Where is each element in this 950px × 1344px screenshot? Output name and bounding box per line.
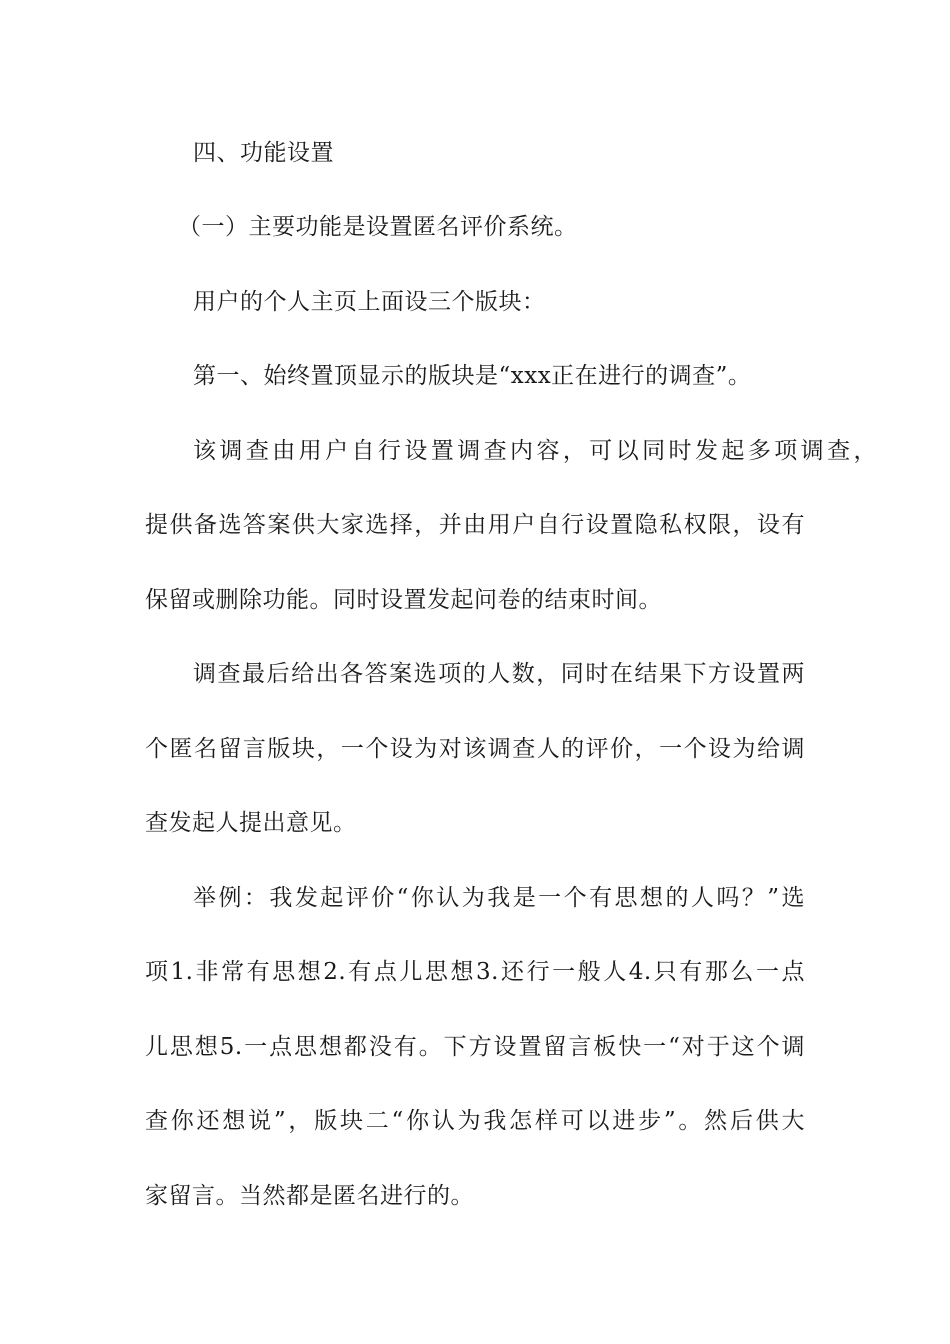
section-heading: 四、功能设置 xyxy=(193,140,334,166)
example-paragraph-line-5: 家留言。当然都是匿名进行的。 xyxy=(145,1183,474,1209)
survey-paragraph-line-3: 保留或删除功能。同时设置发起问卷的结束时间。 xyxy=(145,587,662,613)
intro-text: 用户的个人主页上面设三个版块： xyxy=(193,289,546,315)
example-paragraph-line-3: 儿思想5.一点思想都没有。下方设置留言板快一“对于这个调 xyxy=(145,1034,805,1060)
results-paragraph-line-3: 查发起人提出意见。 xyxy=(145,810,357,836)
example-paragraph-line-4: 查你还想说”，版块二“你认为我怎样可以进步”。然后供大 xyxy=(145,1108,805,1134)
point-one-text: 第一、始终置顶显示的版块是“xxx正在进行的调查”。 xyxy=(193,363,752,389)
survey-paragraph-line-2: 提供备选答案供大家选择，并由用户自行设置隐私权限，设有 xyxy=(145,512,805,538)
example-paragraph-line-1: 举例：我发起评价“你认为我是一个有思想的人吗？”选 xyxy=(193,885,805,911)
results-paragraph-line-2: 个匿名留言版块，一个设为对该调查人的评价，一个设为给调 xyxy=(145,736,805,762)
results-paragraph-line-1: 调查最后给出各答案选项的人数，同时在结果下方设置两 xyxy=(193,661,805,687)
example-paragraph-line-2: 项1.非常有思想2.有点儿思想3.还行一般人4.只有那么一点 xyxy=(145,959,805,985)
subheading: （一）主要功能是设置匿名评价系统。 xyxy=(178,214,578,240)
survey-paragraph-line-1: 该调查由用户自行设置调查内容，可以同时发起多项调查， xyxy=(193,438,877,464)
